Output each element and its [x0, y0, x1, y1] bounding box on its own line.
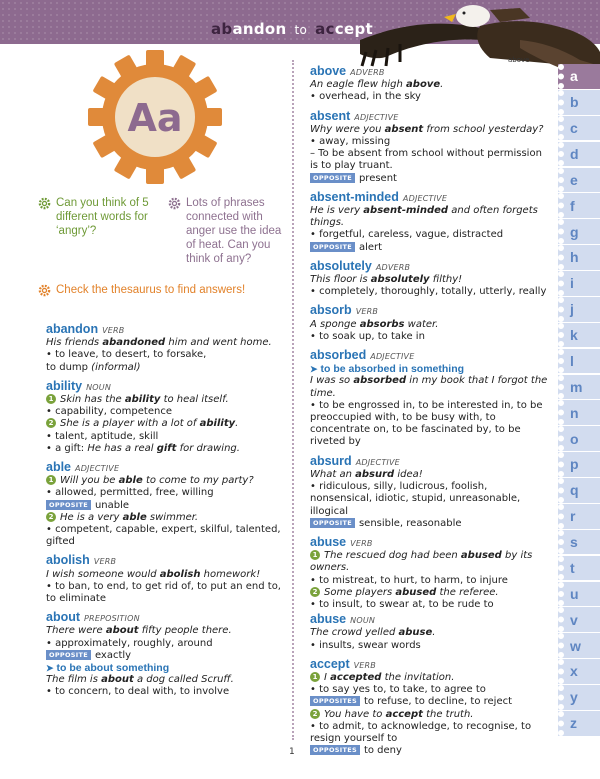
opposite: OPPOSITES to refuse, to decline, to reject [310, 696, 550, 708]
example: I wish someone would abolish homework! [46, 568, 261, 580]
alpha-tab-h[interactable]: h [558, 245, 600, 270]
entry-abuse-verb [310, 535, 550, 611]
example: I was so absorbed in my book that I forgot the time. [310, 375, 548, 399]
alpha-tab-a[interactable]: a [558, 64, 600, 89]
example: A sponge absorbs water. [310, 318, 439, 330]
synonyms: • to mistreat, to hurt, to harm, to injure [310, 574, 508, 586]
alpha-tab-s[interactable]: s [558, 530, 600, 555]
sense-number: 2 [310, 587, 320, 597]
part-of-speech: VERB [353, 660, 376, 670]
eagle-illustration [360, 0, 600, 68]
entry-abolish [46, 553, 286, 605]
headword: absent [310, 108, 351, 123]
alpha-tab-m[interactable]: m [558, 375, 600, 400]
arrow-icon: ➤ [46, 663, 54, 674]
opposite: OPPOSITE exactly [46, 650, 286, 662]
synonyms: • to concern, to deal with, to involve [46, 686, 230, 698]
example: 2 Some players abused the referee. [310, 587, 550, 599]
alpha-tab-u[interactable]: u [558, 582, 600, 607]
phrase: ➤ to be absorbed in something [310, 363, 465, 376]
entry-above [310, 64, 550, 104]
synonyms: • insults, swear words [310, 639, 421, 651]
gear-letter-icon [88, 50, 222, 184]
synonyms: • allowed, permitted, free, willing [46, 487, 214, 499]
opposite: OPPOSITES to deny [310, 745, 550, 757]
page-guide-words: abandon to accept [211, 20, 373, 38]
headword: above [310, 64, 347, 78]
example: This floor is absolutely filthy! [310, 274, 463, 286]
synonyms: • competent, capable, expert, skilful, talented, gifted [46, 524, 281, 548]
headword: absorb [310, 303, 352, 318]
example: He is very absent-minded and often forgets things. [310, 205, 538, 229]
example: An eagle flew high above. [310, 79, 444, 91]
alpha-tab-l[interactable]: l [558, 349, 600, 374]
entry-accept [310, 657, 550, 758]
synonyms: • a gift: He has a real gift for drawing. [46, 442, 240, 454]
entry-absurd [310, 454, 550, 530]
right-column [310, 64, 550, 762]
tip-item: Check the thesaurus to find answers! [38, 283, 296, 297]
alpha-tab-t[interactable]: t [558, 556, 600, 581]
example: There were about fifty people there. [46, 625, 232, 637]
synonyms: • approximately, roughly, around [46, 637, 213, 649]
alpha-tab-n[interactable]: n [558, 400, 600, 425]
opposite-badge: OPPOSITE [46, 500, 91, 510]
cog-icon [38, 284, 51, 297]
alpha-tab-i[interactable]: i [558, 271, 600, 296]
part-of-speech: ADVERB [350, 68, 385, 77]
part-of-speech: ADJECTIVE [355, 457, 400, 467]
usage-note: – To be absent from school without permission is to play truant. [310, 148, 542, 172]
part-of-speech: VERB [102, 326, 125, 335]
opposite-badge: OPPOSITES [310, 696, 360, 706]
synonyms: • talent, aptitude, skill [46, 430, 159, 442]
part-of-speech: NOUN [86, 382, 112, 392]
column-divider [292, 60, 294, 740]
synonyms: • overhead, in the sky [310, 91, 421, 103]
synonyms: • ridiculous, silly, ludicrous, foolish, nonsensical, idiotic, stupid, unreasonable, illogical [310, 481, 521, 517]
part-of-speech: NOUN [350, 616, 376, 626]
alphabet-tabs [558, 64, 600, 737]
alpha-tab-o[interactable]: o [558, 426, 600, 451]
synonyms: • away, missing [310, 136, 391, 148]
opposite: OPPOSITE present [310, 173, 550, 185]
alpha-tab-y[interactable]: y [558, 685, 600, 710]
entry-about [46, 610, 286, 698]
example: 1 Skin has the ability to heal itself. [46, 394, 286, 406]
opposite-badge: OPPOSITE [310, 518, 355, 528]
alpha-tab-p[interactable]: p [558, 452, 600, 477]
headword: absorbed [310, 348, 367, 363]
entry-absent-minded [310, 190, 550, 254]
opposite-badge: OPPOSITE [310, 242, 355, 252]
example: 1 Will you be able to come to my party? [46, 475, 286, 487]
part-of-speech: ADJECTIVE [354, 112, 399, 122]
example: Why were you absent from school yesterday? [310, 123, 544, 135]
headword: ability [46, 378, 83, 393]
headword: absurd [310, 453, 352, 468]
entry-absorb [310, 303, 550, 343]
alpha-tab-r[interactable]: r [558, 504, 600, 529]
synonyms: • to be engrossed in, to be interested in, to be preoccupied with, to be busy with, to concentrate on, to be fascinated by, to be riveted by [310, 399, 543, 448]
illustration-caption: above [508, 56, 530, 64]
alpha-tab-v[interactable]: v [558, 607, 600, 632]
cog-icon [38, 197, 51, 210]
tip-item: Can you think of 5 different words for ‘angry’? [38, 196, 171, 238]
opposite-badge: OPPOSITE [310, 173, 355, 183]
tip-item: Lots of phrases connected with anger use the idea of heat. Can you think of any? [168, 196, 286, 266]
synonyms: • to ban, to end, to get rid of, to put an end to, to eliminate [46, 580, 281, 605]
opposite-badge: OPPOSITE [46, 650, 91, 660]
sense-number: 1 [310, 672, 320, 682]
alpha-tab-c[interactable]: c [558, 116, 600, 141]
example: 1 The rescued dog had been abused by its owners. [310, 550, 533, 574]
entry-abandon [46, 322, 286, 374]
part-of-speech: ADVERB [375, 262, 411, 272]
synonyms: • forgetful, careless, vague, distracted [310, 229, 504, 241]
part-of-speech: PREPOSITION [84, 614, 140, 624]
example: 1 I accepted the invitation. [310, 672, 550, 684]
alpha-tab-j[interactable]: j [558, 297, 600, 322]
example: 2 She is a player with a lot of ability. [46, 418, 286, 430]
example: His friends abandoned him and went home. [46, 337, 272, 349]
entry-able [46, 460, 286, 548]
synonyms: • to soak up, to take in [310, 330, 425, 342]
sense-number: 2 [310, 709, 320, 719]
opposite: OPPOSITE alert [310, 242, 550, 254]
opposite-badge: OPPOSITES [310, 745, 360, 755]
headword: abolish [46, 553, 90, 568]
part-of-speech: VERB [350, 538, 373, 548]
alpha-tab-b[interactable]: b [558, 90, 600, 115]
headword: absolutely [310, 258, 372, 273]
headword: abuse [310, 612, 347, 627]
synonyms: • to say yes to, to take, to agree to [310, 684, 486, 696]
gear-letters: Aa [127, 96, 183, 140]
alpha-tab-g[interactable]: g [558, 219, 600, 244]
example: The crowd yelled abuse. [310, 627, 436, 639]
synonyms: • to admit, to acknowledge, to recognise, to resign yourself to [310, 720, 532, 744]
part-of-speech: VERB [93, 557, 117, 567]
part-of-speech: ADJECTIVE [402, 193, 448, 203]
entry-ability [46, 379, 286, 455]
synonyms: • to insult, to swear at, to be rude to [310, 598, 494, 610]
arrow-icon: ➤ [310, 364, 318, 375]
headword: absent-minded [310, 189, 399, 204]
alpha-tab-w[interactable]: w [558, 633, 600, 658]
alpha-tab-x[interactable]: x [558, 659, 600, 684]
example: 2 He is a very able swimmer. [46, 512, 286, 524]
page-number: 1 [289, 747, 295, 757]
sense-number: 1 [46, 475, 56, 485]
opposite: OPPOSITE sensible, reasonable [310, 518, 550, 530]
opposite: OPPOSITE unable [46, 500, 286, 512]
phrase: ➤ to be about something [46, 662, 170, 675]
sense-number: 2 [46, 418, 56, 428]
alpha-tab-k[interactable]: k [558, 323, 600, 348]
synonyms: • capability, competence [46, 406, 172, 418]
cog-icon [168, 197, 181, 210]
alpha-tab-d[interactable]: d [558, 142, 600, 167]
headword: accept [310, 656, 350, 671]
sense-number: 2 [46, 512, 56, 522]
headword: about [46, 610, 81, 625]
headword: able [46, 460, 72, 475]
part-of-speech: ADJECTIVE [370, 352, 415, 362]
entry-absolutely [310, 259, 550, 299]
headword: abandon [46, 322, 99, 336]
synonyms: • completely, thoroughly, totally, utterly, really [310, 286, 547, 298]
example: What an absurd idea! [310, 468, 423, 480]
headword: abuse [310, 534, 347, 549]
part-of-speech: ADJECTIVE [75, 464, 120, 474]
alpha-tab-f[interactable]: f [558, 193, 600, 218]
example: The film is about a dog called Scruff. [46, 674, 234, 686]
entry-absent [310, 109, 550, 185]
entry-absorbed [310, 348, 550, 449]
left-column [46, 322, 286, 704]
part-of-speech: VERB [355, 307, 379, 317]
alpha-tab-e[interactable]: e [558, 168, 600, 193]
alpha-tab-z[interactable]: z [558, 711, 600, 736]
alpha-tab-q[interactable]: q [558, 478, 600, 503]
example: 2 You have to accept the truth. [310, 709, 550, 721]
sense-number: 1 [310, 550, 320, 560]
entry-abuse-noun [310, 612, 550, 652]
sense-number: 1 [46, 394, 56, 404]
synonyms: • to leave, to desert, to forsake, [46, 349, 207, 361]
synonyms: to dump (informal) [46, 361, 141, 373]
